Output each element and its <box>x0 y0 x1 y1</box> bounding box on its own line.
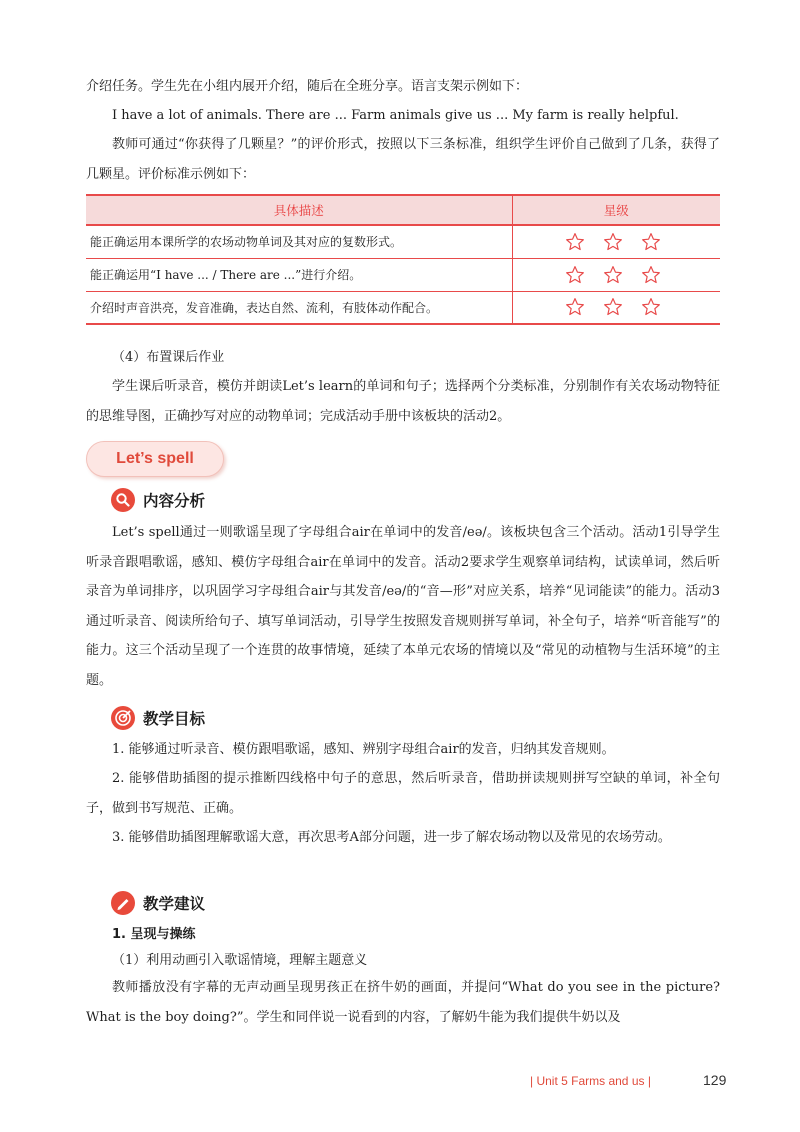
star-icon <box>565 265 585 285</box>
homework-text: 学生课后听录音，模仿并朗读Let’s learn的单词和句子；选择两个分类标准，分别制作有关农场动物特征的思维导图，正确抄写对应的动物单词；完成活动手册中该板块的活动2。 <box>86 379 720 424</box>
evaluation-intro: 教师可通过“你获得了几颗星？”的评价形式，按照以下三条标准，组织学生评价自己做到了几条，获得了几颗星。评价标准示例如下： <box>86 137 720 182</box>
star-icon <box>641 232 661 252</box>
content-analysis-title: 内容分析 <box>143 492 206 510</box>
teaching-goals-title: 教学目标 <box>143 710 206 728</box>
star-rating <box>512 225 720 258</box>
star-icon <box>603 265 623 285</box>
star-icon <box>641 265 661 285</box>
table-row <box>86 291 720 324</box>
star-icon <box>641 297 661 317</box>
star-rating <box>512 291 720 324</box>
suggestion-text: 教师播放没有字幕的无声动画呈现男孩正在挤牛奶的画面，并提问“What do you see in the picture? What is the boy doing?”。学生和同伴说一说看到的内容，了解奶牛能为我们提供牛奶以及 <box>86 980 720 1025</box>
page-number: 129 <box>703 1072 727 1088</box>
goal-item-1: 1. 能够通过听录音、模仿跟唱歌谣，感知、辨别字母组合air的发音，归纳其发音规则。 <box>112 742 615 757</box>
star-icon <box>565 232 585 252</box>
header-stars: 星级 <box>512 195 720 225</box>
intro-line: 介绍任务。学生先在小组内展开介绍，随后在全班分享。语言支架示例如下： <box>86 79 529 94</box>
suggestion-sub-1: 1. 呈现与操练 <box>112 927 196 942</box>
teaching-goals-heading <box>111 706 205 730</box>
table-row <box>86 258 720 291</box>
table-row <box>86 225 720 258</box>
goal-item-2: 2. 能够借助插图的提示推断四线格中句子的意思，然后听录音，借助拼读规则拼写空缺的单词，补全句子，做到书写规范、正确。 <box>86 771 720 816</box>
suggestion-sub-2: （1）利用动画引入歌谣情境，理解主题意义 <box>112 953 368 968</box>
content-analysis-heading <box>111 488 205 512</box>
star-rating <box>512 258 720 291</box>
star-icon <box>565 297 585 317</box>
header-description: 具体描述 <box>86 195 512 225</box>
pencil-icon <box>111 891 135 915</box>
teaching-suggestions-heading <box>111 891 205 915</box>
content-analysis-text: Let’s spell通过一则歌谣呈现了字母组合air在单词中的发音/eə/。该板块包含三个活动。活动1引导学生听录音跟唱歌谣，感知、模仿字母组合air在单词中的发音。活动2要求学生观察单词结构，试读单词，然后听录音为单词排序，以巩固学习字母组合air与其发音/eə/的“音—形”对应关系，培养“见词能读”的能力。活动3通过听录音、阅读所给句子、填写单词活动，引导学生按照发音规则拼写单词，补全句子，培养“听音能写”的能力。这三个活动呈现了一个连贯的故事情境，延续了本单元农场的情境以及“常见的动植物与生活环境”的主题。 <box>86 525 720 688</box>
criterion-description: 介绍时声音洪亮，发音准确，表达自然、流利，有肢体动作配合。 <box>86 291 512 324</box>
evaluation-table <box>86 194 720 325</box>
language-example: I have a lot of animals. There are ... Farm animals give us ... My farm is really helpful. <box>112 108 679 123</box>
goal-item-3: 3. 能够借助插图理解歌谣大意，再次思考A部分问题，进一步了解农场动物以及常见的农场劳动。 <box>112 830 671 845</box>
teaching-suggestions-title: 教学建议 <box>143 895 206 913</box>
criterion-description: 能正确运用“I have ... / There are ...”进行介绍。 <box>86 258 512 291</box>
criterion-description: 能正确运用本课所学的农场动物单词及其对应的复数形式。 <box>86 225 512 258</box>
homework-title: （4）布置课后作业 <box>112 350 225 365</box>
target-icon <box>111 706 135 730</box>
star-icon <box>603 232 623 252</box>
unit-footer: | Unit 5 Farms and us | <box>530 1074 651 1088</box>
magnifier-icon <box>111 488 135 512</box>
section-pill-lets-spell: Let’s spell <box>86 441 224 477</box>
star-icon <box>603 297 623 317</box>
